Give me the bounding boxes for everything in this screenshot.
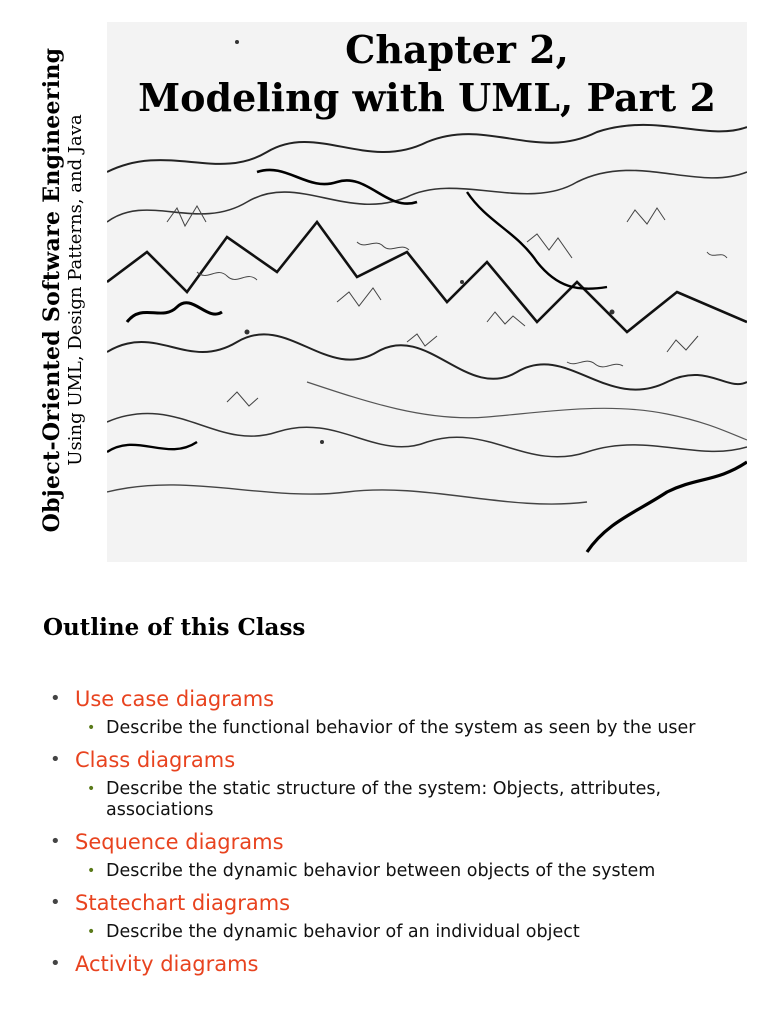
bullet-icon: • bbox=[50, 953, 61, 974]
outline-list bbox=[50, 684, 730, 979]
topic-detail: Describe the functional behavior of the system as seen by the user bbox=[106, 718, 696, 738]
bullet-icon: • bbox=[50, 892, 61, 913]
list-item bbox=[50, 888, 730, 943]
sub-bullet-icon: • bbox=[87, 720, 96, 736]
book-sidebar bbox=[22, 20, 104, 560]
bullet-icon: • bbox=[50, 831, 61, 852]
list-item bbox=[50, 827, 730, 882]
book-subtitle: Using UML, Design Patterns, and Java bbox=[65, 114, 86, 466]
sub-bullet-icon: • bbox=[87, 924, 96, 940]
topic-line: Modeling with UML, Part 2 bbox=[138, 75, 716, 120]
sub-bullet-icon: • bbox=[87, 781, 96, 797]
outline-slide bbox=[0, 600, 768, 1024]
outline-heading: Outline of this Class bbox=[43, 614, 306, 641]
topic-label: Class diagrams bbox=[75, 748, 236, 772]
bullet-icon: • bbox=[50, 749, 61, 770]
topic-label: Statechart diagrams bbox=[75, 891, 291, 915]
list-item bbox=[50, 684, 730, 739]
topic-detail: Describe the static structure of the system: Objects, attributes, associations bbox=[106, 779, 662, 820]
bullet-icon: • bbox=[50, 688, 61, 709]
slide-title bbox=[107, 26, 747, 122]
topic-detail: Describe the dynamic behavior of an individual object bbox=[106, 922, 580, 942]
topic-detail: Describe the dynamic behavior between objects of the system bbox=[106, 861, 656, 881]
list-item bbox=[50, 949, 730, 979]
sub-bullet-icon: • bbox=[87, 863, 96, 879]
topic-label: Use case diagrams bbox=[75, 687, 275, 711]
topic-label: Sequence diagrams bbox=[75, 830, 284, 854]
book-title: Object-Oriented Software Engineering bbox=[39, 47, 65, 533]
topic-label: Activity diagrams bbox=[75, 952, 259, 976]
chapter-line: Chapter 2, bbox=[345, 27, 569, 72]
list-item bbox=[50, 745, 730, 821]
